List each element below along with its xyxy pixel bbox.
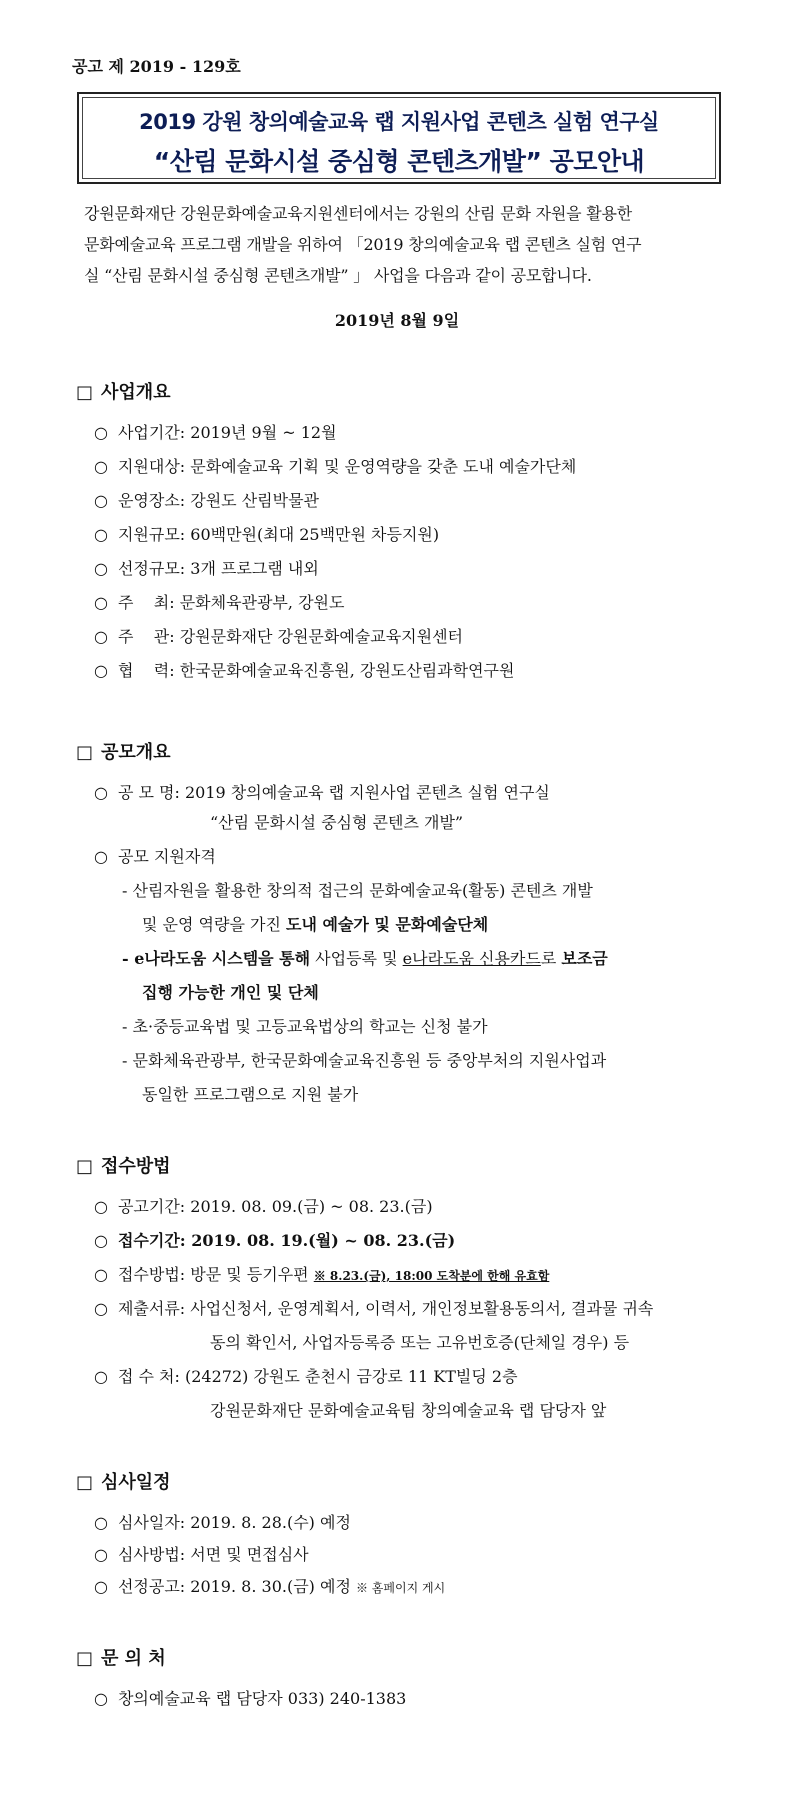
- circle-bullet-icon: ○: [94, 1265, 108, 1284]
- section-title: 심사일정: [101, 1472, 171, 1493]
- circle-bullet-icon: ○: [94, 627, 108, 646]
- item-text: 지원대상: 문화예술교육 기획 및 운영역량을 갖춘 도내 예술가단체: [117, 457, 577, 476]
- reception-receipt-period: [94, 1228, 455, 1251]
- review-announcement: [94, 1574, 445, 1597]
- qualification-4-cont: 동일한 프로그램으로 지원 불가: [142, 1085, 359, 1104]
- overview-item: [94, 590, 344, 613]
- contest-name-cont: “산림 문화시설 중심형 콘텐츠 개발”: [210, 813, 464, 832]
- qualification-1-cont: [142, 912, 488, 935]
- overview-item: [94, 556, 319, 579]
- item-text: 심사방법: 서면 및 면접심사: [117, 1545, 309, 1564]
- title-box: [77, 92, 721, 184]
- bold-text: 도내 예술가 및 문화예술단체: [286, 915, 489, 934]
- intro-paragraph: [84, 198, 724, 291]
- qualification-1: - 산림자원을 활용한 창의적 접근의 문화예술교육(활동) 콘텐츠 개발: [122, 881, 593, 900]
- overview-item: [94, 488, 319, 511]
- reception-place-cont: 강원문화재단 문화예술교육팀 창의예술교육 랩 담당자 앞: [210, 1401, 607, 1420]
- item-text: 운영장소: 강원도 산림박물관: [117, 491, 320, 510]
- overview-item: [94, 624, 463, 647]
- inquiry-contact: [94, 1686, 406, 1709]
- qualification-2-cont: 집행 가능한 개인 및 단체: [142, 983, 319, 1002]
- circle-bullet-icon: ○: [94, 783, 108, 802]
- contest-name: [94, 780, 550, 803]
- circle-bullet-icon: ○: [94, 593, 108, 612]
- reception-documents-cont: 동의 확인서, 사업자등록증 또는 고유번호증(단체일 경우) 등: [210, 1333, 630, 1352]
- bold-text: 보조금: [561, 949, 608, 968]
- reception-method: [94, 1262, 549, 1285]
- square-bullet-icon: □: [76, 1156, 94, 1177]
- intro-line: 강원문화재단 강원문화예술교육지원센터에서는 강원의 산림 문화 자원을 활용한: [84, 204, 633, 223]
- item-text: 선정규모: 3개 프로그램 내외: [117, 559, 319, 578]
- bold-text: - e나라도움 시스템을 통해: [122, 949, 311, 968]
- item-text: 접수기간: 2019. 08. 19.(월) ~ 08. 23.(금): [117, 1231, 456, 1250]
- circle-bullet-icon: ○: [94, 1545, 108, 1564]
- item-text: 선정공고: 2019. 8. 30.(금) 예정: [117, 1577, 356, 1596]
- title-box-inner: [82, 97, 716, 179]
- section-heading-overview: [76, 378, 171, 404]
- circle-bullet-icon: ○: [94, 1689, 108, 1708]
- item-text: 공모 지원자격: [117, 847, 216, 866]
- announcement-date: 2019년 8월 9일: [334, 311, 460, 330]
- section-title: 접수방법: [101, 1156, 171, 1177]
- notice-number: 공고 제 2019 - 129호: [72, 57, 241, 76]
- circle-bullet-icon: ○: [94, 423, 108, 442]
- item-text: 창의예술교육 랩 담당자 033) 240-1383: [117, 1689, 407, 1708]
- item-text: 접수방법: 방문 및 등기우편: [117, 1265, 314, 1284]
- section-heading-reception: [76, 1152, 171, 1178]
- reception-notice-period: [94, 1194, 433, 1217]
- title-line-2: “산림 문화시설 중심형 콘텐츠개발” 공모안내: [153, 147, 645, 176]
- text: 로: [540, 949, 562, 968]
- review-date: [94, 1510, 351, 1533]
- underlined-text: e나라도움 신용카드: [402, 949, 541, 968]
- section-title: 공모개요: [101, 742, 171, 763]
- text: 사업등록 및: [310, 949, 403, 968]
- item-text: 협 력: 한국문화예술교육진흥원, 강원도산림과학연구원: [117, 661, 515, 680]
- circle-bullet-icon: ○: [94, 525, 108, 544]
- section-heading-review: [76, 1468, 171, 1494]
- item-text: 공고기간: 2019. 08. 09.(금) ~ 08. 23.(금): [117, 1197, 433, 1216]
- review-method: [94, 1542, 309, 1565]
- circle-bullet-icon: ○: [94, 1513, 108, 1532]
- circle-bullet-icon: ○: [94, 1197, 108, 1216]
- circle-bullet-icon: ○: [94, 559, 108, 578]
- section-heading-inquiry: [76, 1644, 166, 1670]
- qualification-3: - 초·중등교육법 및 고등교육법상의 학교는 신청 불가: [122, 1017, 488, 1036]
- square-bullet-icon: □: [76, 382, 94, 403]
- overview-item: [94, 658, 514, 681]
- section-heading-contest: [76, 738, 171, 764]
- text: 및 운영 역량을 가진: [142, 915, 286, 934]
- item-text: 제출서류: 사업신청서, 운영계획서, 이력서, 개인정보활용동의서, 결과물 귀속: [117, 1299, 654, 1318]
- qualification-2: [122, 946, 608, 969]
- item-text: 심사일자: 2019. 8. 28.(수) 예정: [117, 1513, 351, 1532]
- overview-item: [94, 522, 439, 545]
- intro-line: 문화예술교육 프로그램 개발을 위하여 「2019 창의예술교육 랩 콘텐츠 실험 연구: [84, 235, 642, 254]
- item-text: 지원규모: 60백만원(최대 25백만원 차등지원): [117, 525, 440, 544]
- overview-item: [94, 420, 337, 443]
- circle-bullet-icon: ○: [94, 1299, 108, 1318]
- item-text: 공 모 명: 2019 창의예술교육 랩 지원사업 콘텐츠 실험 연구실: [117, 783, 550, 802]
- circle-bullet-icon: ○: [94, 847, 108, 866]
- square-bullet-icon: □: [76, 742, 94, 763]
- circle-bullet-icon: ○: [94, 1231, 108, 1250]
- overview-item: [94, 454, 576, 477]
- announcement-note: ※ 홈페이지 게시: [355, 1581, 446, 1595]
- section-title: 사업개요: [101, 382, 171, 403]
- item-text: 주 최: 문화체육관광부, 강원도: [117, 593, 345, 612]
- item-text: 주 관: 강원문화재단 강원문화예술교육지원센터: [117, 627, 463, 646]
- item-text: 접 수 처: (24272) 강원도 춘천시 금강로 11 KT빌딩 2층: [117, 1367, 518, 1386]
- circle-bullet-icon: ○: [94, 491, 108, 510]
- reception-place: [94, 1364, 518, 1387]
- square-bullet-icon: □: [76, 1472, 94, 1493]
- square-bullet-icon: □: [76, 1648, 94, 1669]
- qualification-4: - 문화체육관광부, 한국문화예술교육진흥원 등 중앙부처의 지원사업과: [122, 1051, 607, 1070]
- circle-bullet-icon: ○: [94, 661, 108, 680]
- circle-bullet-icon: ○: [94, 1577, 108, 1596]
- contest-qualification: [94, 844, 216, 867]
- deadline-note: ※ 8.23.(금), 18:00 도착분에 한해 유효함: [313, 1269, 550, 1283]
- circle-bullet-icon: ○: [94, 1367, 108, 1386]
- title-line-1: 2019 강원 창의예술교육 랩 지원사업 콘텐츠 실험 연구실: [139, 110, 659, 134]
- section-title: 문 의 처: [101, 1648, 166, 1669]
- reception-documents: [94, 1296, 653, 1319]
- item-text: 사업기간: 2019년 9월 ~ 12월: [117, 423, 337, 442]
- intro-line: 실 “산림 문화시설 중심형 콘텐츠개발” 」 사업을 다음과 같이 공모합니다.: [84, 266, 592, 285]
- circle-bullet-icon: ○: [94, 457, 108, 476]
